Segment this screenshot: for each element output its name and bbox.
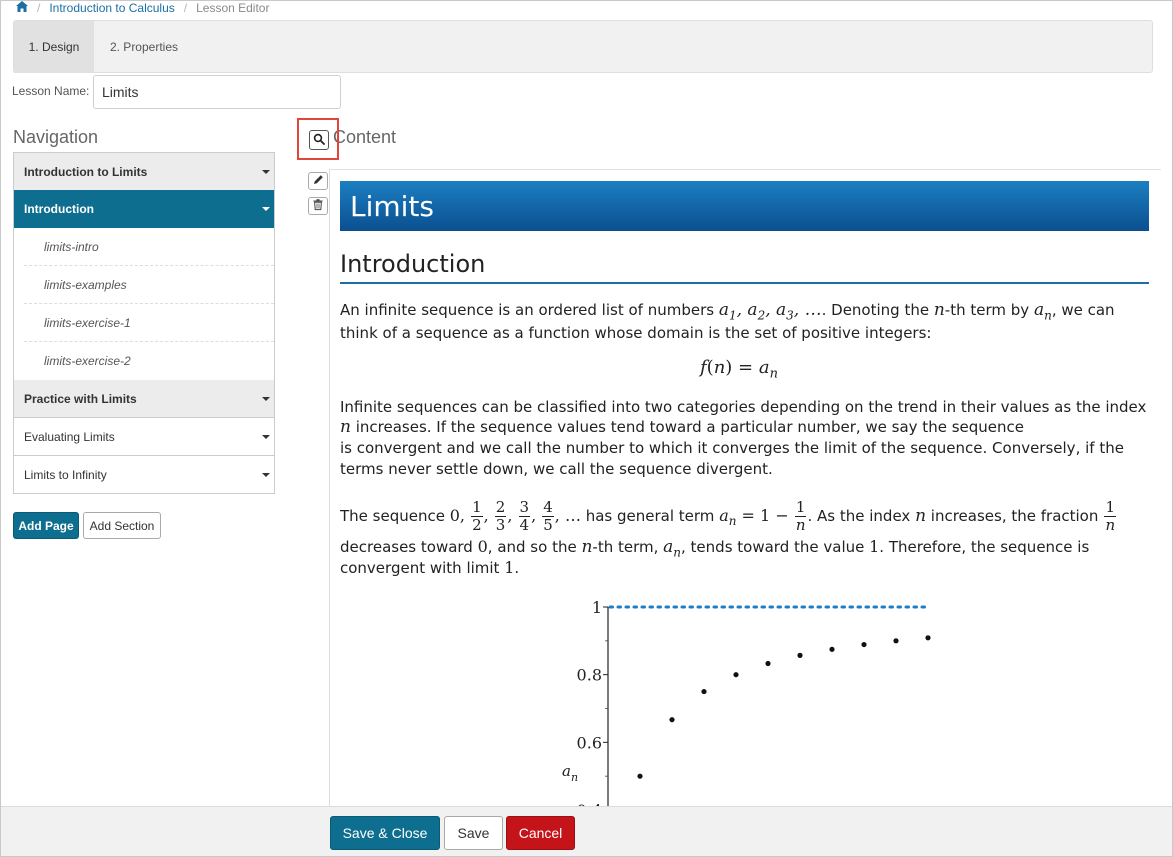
text-run: , we can [1051, 301, 1115, 319]
cancel-button[interactable]: Cancel [506, 816, 575, 850]
caret-down-icon[interactable] [262, 435, 270, 439]
home-icon[interactable] [16, 1, 28, 15]
math-n: n [581, 537, 593, 557]
nav-section-limits-to-infinity[interactable] [14, 455, 274, 493]
text-run: An infinite sequence is an ordered list of numbers [340, 301, 719, 319]
text-run: . As the index [807, 507, 916, 525]
math-function-definition: $f(n) = a_n$ [700, 357, 778, 382]
text-run: -th term, [592, 538, 664, 556]
navigation-heading: Navigation [13, 127, 99, 147]
nav-section-label: Limits to Infinity [24, 467, 107, 482]
data-point [893, 638, 898, 643]
data-point [925, 635, 930, 640]
save-and-close-button[interactable]: Save & Close [330, 816, 440, 850]
math-sequence-terms: 0, $\frac{1}{2}$ , $\frac{2}{3}$ , $\frac{3}{4}$ , $\frac{4}{5}$ , … [449, 498, 581, 534]
nav-page-label: limits-examples [44, 277, 127, 292]
content-top-border [329, 169, 1161, 170]
data-point [797, 653, 802, 658]
math-one: 1 [504, 558, 515, 577]
magnifier-icon [313, 133, 325, 148]
data-point [733, 672, 738, 677]
paragraph-2-line-3: is convergent and we call the number to which it converges the limit of the sequence. Conversely, if the [340, 439, 1124, 457]
caret-down-icon[interactable] [262, 207, 270, 211]
nav-section-introduction-to-limits[interactable] [14, 153, 274, 190]
text-run: The sequence [340, 507, 450, 525]
lesson-name-input[interactable] [93, 75, 341, 109]
caret-down-icon[interactable] [262, 397, 270, 401]
nav-section-label: Introduction [24, 202, 94, 216]
math-n: n [915, 506, 927, 526]
edit-button[interactable] [308, 172, 328, 190]
nav-section-label: Practice with Limits [24, 391, 137, 406]
text-run: increases. If the sequence values tend toward a particular number, we say the sequence [350, 418, 1024, 436]
data-point [701, 689, 706, 694]
data-point [765, 661, 770, 666]
breadcrumb-separator: / [183, 1, 188, 15]
save-button[interactable]: Save [444, 816, 503, 850]
y-axis-label: $a_n$ [562, 762, 579, 784]
text-run: convergent with limit [340, 559, 505, 577]
paragraph-2-line-1: Infinite sequences can be classified into two categories depending on the trend in their values as the index [340, 398, 1147, 416]
nav-page-limits-intro[interactable] [24, 228, 274, 266]
nav-section-introduction[interactable] [14, 190, 274, 228]
delete-button[interactable] [308, 197, 328, 215]
nav-page-limits-exercise-1[interactable] [24, 304, 274, 342]
nav-page-label: limits-intro [44, 239, 99, 254]
y-tick-label: 1 [591, 598, 602, 617]
nav-section-label: Evaluating Limits [24, 430, 115, 444]
nav-page-label: limits-exercise-2 [44, 354, 131, 368]
text-run: , tends toward the value [681, 538, 870, 556]
trash-icon [313, 199, 323, 213]
math-n: n [340, 417, 351, 437]
breadcrumb-current: Lesson Editor [196, 1, 270, 15]
paragraph-2-line-4: terms never settle down, we call the sequence divergent. [340, 460, 773, 478]
tab-properties[interactable]: 2. Properties [109, 40, 179, 54]
breadcrumb-course-link[interactable]: Introduction to Calculus [49, 1, 175, 15]
section-title: Introduction [340, 250, 1149, 284]
math-an: $a_n$ [663, 537, 682, 560]
panel-divider [329, 170, 330, 810]
content-heading: Content [333, 127, 397, 147]
nav-section-label: Introduction to Limits [24, 164, 148, 179]
text-run: . [514, 559, 520, 577]
data-point [861, 642, 866, 647]
editor-tabs [13, 20, 1153, 73]
lesson-title: Limits [340, 181, 1149, 231]
breadcrumb [16, 0, 269, 16]
math-an: $a_n$ [1033, 300, 1052, 323]
data-point [637, 774, 642, 779]
action-bar [1, 806, 1172, 856]
text-run: has general term [580, 507, 720, 525]
y-tick-label: 0.6 [576, 733, 602, 753]
breadcrumb-separator: / [37, 1, 41, 15]
caret-down-icon[interactable] [262, 473, 270, 477]
text-run: increases, the fraction [926, 507, 1099, 525]
paragraph-2-line-2 [340, 417, 1024, 438]
sequence-chart [540, 590, 960, 806]
text-run: . Therefore, the sequence is [879, 538, 1090, 556]
nav-section-practice-with-limits[interactable] [14, 380, 274, 417]
math-sequence: $a_1$, $a_2$, $a_3$, … [718, 300, 822, 323]
nav-page-limits-examples[interactable] [24, 266, 274, 304]
pencil-icon [313, 174, 324, 188]
zoom-button[interactable] [309, 130, 329, 150]
math-n: n [933, 300, 945, 320]
caret-down-icon[interactable] [262, 170, 270, 174]
y-tick-label: 0.8 [576, 665, 602, 685]
data-point [829, 647, 834, 652]
navigation-tree [13, 152, 275, 494]
data-point [669, 717, 674, 722]
text-run: . Denoting the [821, 301, 934, 319]
add-section-button[interactable]: Add Section [83, 512, 161, 539]
nav-page-limits-exercise-2[interactable] [24, 342, 274, 380]
tab-design[interactable]: 1. Design [14, 21, 94, 73]
paragraph-1-line-2: think of a sequence as a function whose domain is the set of positive integers: [340, 324, 932, 342]
text-run: -th term by [944, 301, 1034, 319]
nav-section-evaluating-limits[interactable] [14, 417, 274, 456]
add-page-button[interactable]: Add Page [13, 512, 79, 539]
text-run: decreases toward [340, 538, 478, 556]
math-one: 1 [869, 537, 880, 556]
nav-page-label: limits-exercise-1 [44, 315, 131, 330]
paragraph-3-line-3 [340, 557, 519, 579]
math-fraction: $\frac{1}{n}$ [1105, 498, 1116, 534]
text-run: , and so the [487, 538, 582, 556]
math-zero: 0 [477, 537, 488, 556]
math-general-term: $a_n = 1$ − $\frac{1}{n}$ [719, 498, 806, 534]
lesson-name-label: Lesson Name: [12, 84, 90, 98]
